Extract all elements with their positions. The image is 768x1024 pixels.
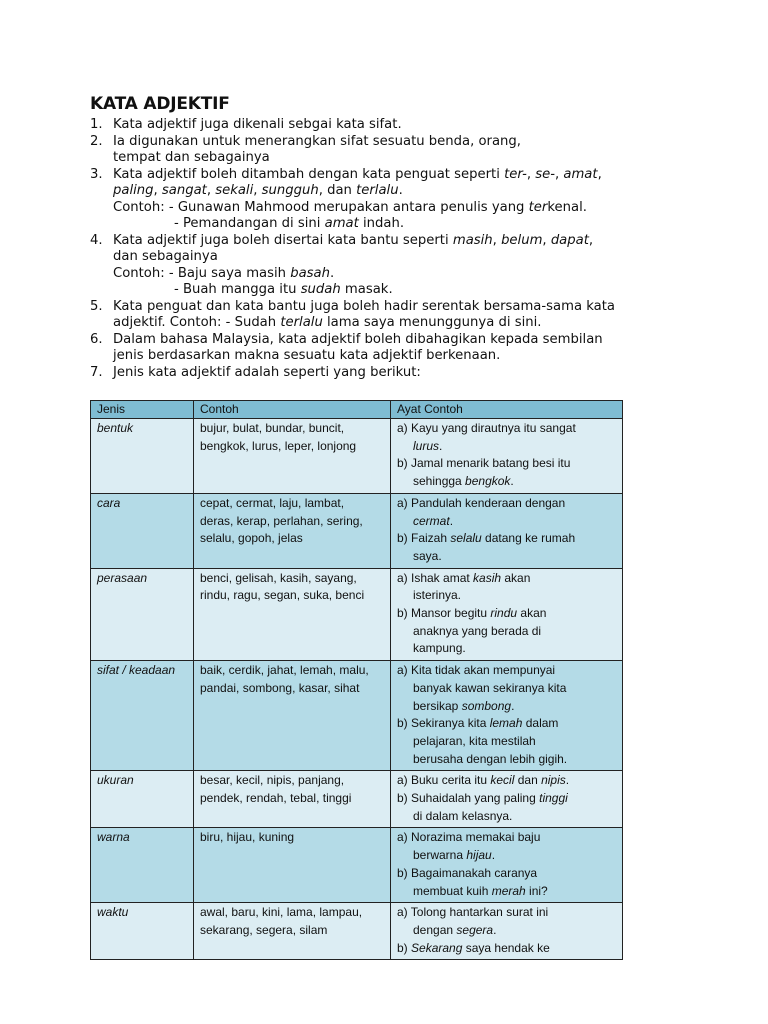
cell-contoh: cepat, cermat, laju, lambat, deras, kerap, perlahan, sering, selalu, gopoh, jelas: [194, 493, 391, 568]
list-item: [90, 365, 690, 382]
cell-ayat: a) Norazima memakai baju berwarna hijau. b) Bagaimanakah caranya membuat kuih merah ini?: [391, 828, 623, 903]
item-text: Jenis kata adjektif adalah seperti yang berikut:: [113, 364, 421, 380]
table-row: [91, 419, 623, 494]
table-row: [91, 568, 623, 661]
item-text: Kata adjektif juga boleh disertai kata bantu seperti masih, belum, dapat,: [113, 232, 594, 248]
list-item: [90, 233, 690, 250]
cell-jenis: bentuk: [91, 419, 194, 494]
list-item: [90, 117, 690, 134]
list-item: [90, 134, 690, 151]
item-number: 1.: [90, 117, 103, 132]
item-text: Kata adjektif boleh ditambah dengan kata penguat seperti ter-, se-, amat,: [113, 166, 602, 182]
item-text-cont: tempat dan sebagainya: [113, 150, 270, 165]
cell-ayat: a) Pandulah kenderaan dengan cermat. b) Faizah selalu datang ke rumah saya.: [391, 493, 623, 568]
table-row: [91, 493, 623, 568]
cell-ayat: a) Ishak amat kasih akan isterinya. b) Mansor begitu rindu akan anaknya yang berada di kampung.: [391, 568, 623, 661]
cell-ayat: a) Buku cerita itu kecil dan nipis. b) Suhaidalah yang paling tinggi di dalam kelasnya.: [391, 771, 623, 828]
cell-jenis: perasaan: [91, 568, 194, 661]
item-text-cont: adjektif. Contoh: - Sudah terlalu lama saya menunggunya di sini.: [113, 315, 542, 330]
cell-jenis: cara: [91, 493, 194, 568]
table-header-row: [91, 401, 623, 419]
item-text: Dalam bahasa Malaysia, kata adjektif boleh dibahagikan kepada sembilan: [113, 331, 603, 347]
item-text-cont: paling, sangat, sekali, sungguh, dan terlalu.: [113, 183, 403, 198]
table-row: [91, 771, 623, 828]
cell-ayat: a) Kayu yang dirautnya itu sangat lurus. b) Jamal menarik batang besi itu sehingga bengkok.: [391, 419, 623, 494]
example-line: Contoh: - Gunawan Mahmood merupakan antara penulis yang terkenal.: [113, 199, 587, 215]
page-title: KATA ADJEKTIF: [90, 94, 230, 114]
numbered-list: [90, 117, 690, 381]
item-text-cont: jenis berdasarkan makna sesuatu kata adjektif berkenaan.: [113, 348, 501, 363]
cell-contoh: bujur, bulat, bundar, buncit, bengkok, lurus, leper, lonjong: [194, 419, 391, 494]
list-item: [90, 299, 690, 316]
cell-jenis: sifat / keadaan: [91, 661, 194, 771]
item-number: 6.: [90, 331, 103, 347]
example-line: Contoh: - Baju saya masih basah.: [113, 265, 335, 281]
column-header-jenis: Jenis: [91, 401, 194, 419]
item-text: Kata adjektif juga dikenali sebgai kata sifat.: [113, 117, 402, 132]
cell-jenis: warna: [91, 828, 194, 903]
column-header-contoh: Contoh: [194, 401, 391, 419]
adjective-types-table: [90, 400, 623, 960]
table-row: [91, 661, 623, 771]
cell-ayat: a) Tolong hantarkan surat ini dengan segera. b) Sekarang saya hendak ke: [391, 903, 623, 960]
list-item: [90, 332, 690, 349]
item-text: Kata penguat dan kata bantu juga boleh hadir serentak bersama-sama kata: [113, 298, 615, 314]
cell-contoh: benci, gelisah, kasih, sayang, rindu, ragu, segan, suka, benci: [194, 568, 391, 661]
cell-contoh: biru, hijau, kuning: [194, 828, 391, 903]
cell-ayat: a) Kita tidak akan mempunyai banyak kawan sekiranya kita bersikap sombong. b) Sekiranya kita lemah dalam pelajaran, kita mestilah berusaha dengan lebih gigih.: [391, 661, 623, 771]
table-row: [91, 828, 623, 903]
item-number: 3.: [90, 166, 103, 182]
item-text-cont: dan sebagainya: [113, 249, 218, 264]
table-row: [91, 903, 623, 960]
item-number: 2.: [90, 133, 103, 149]
cell-contoh: baik, cerdik, jahat, lemah, malu, pandai, sombong, kasar, sihat: [194, 661, 391, 771]
item-text: Ia digunakan untuk menerangkan sifat sesuatu benda, orang,: [113, 133, 521, 149]
cell-jenis: waktu: [91, 903, 194, 960]
cell-contoh: besar, kecil, nipis, panjang, pendek, rendah, tebal, tinggi: [194, 771, 391, 828]
item-number: 4.: [90, 232, 103, 248]
item-number: 7.: [90, 364, 103, 380]
example-line: - Pemandangan di sini amat indah.: [174, 216, 405, 231]
item-number: 5.: [90, 298, 103, 314]
list-item: [90, 167, 690, 184]
cell-contoh: awal, baru, kini, lama, lampau, sekarang, segera, silam: [194, 903, 391, 960]
example-line: - Buah mangga itu sudah masak.: [174, 282, 393, 297]
column-header-ayat: Ayat Contoh: [391, 401, 623, 419]
cell-jenis: ukuran: [91, 771, 194, 828]
